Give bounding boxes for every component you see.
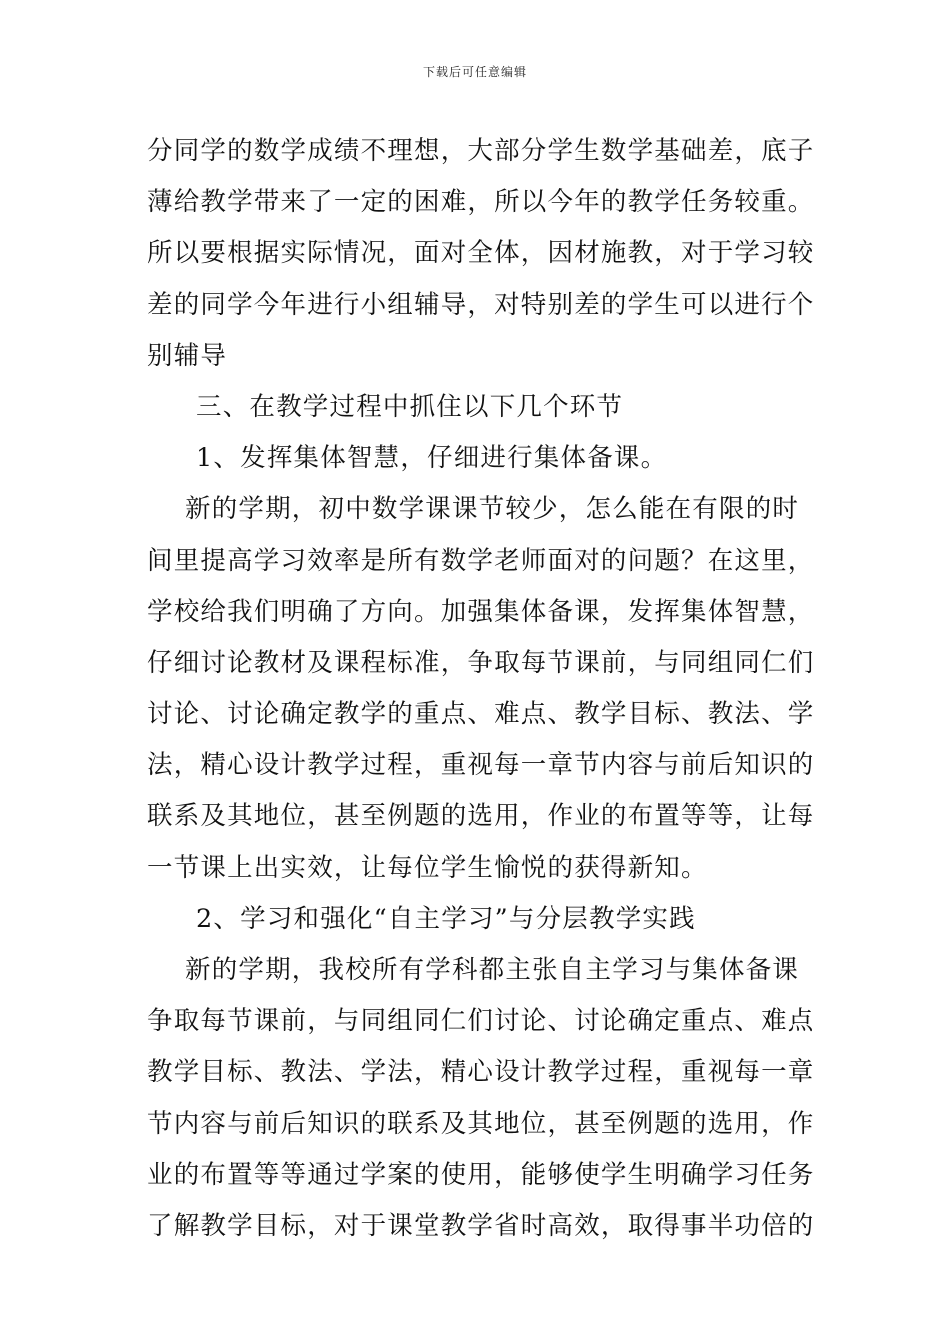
text-line: 一节课上出实效，让每位学生愉悦的获得新知。 [147, 852, 708, 883]
text-line: 薄给教学带来了一定的困难，所以今年的教学任务较重。 [147, 187, 815, 218]
paragraph-first-line: 新的学期，初中数学课课节较少，怎么能在有限的时 [185, 494, 800, 525]
text-line: 所以要根据实际情况，面对全体，因材施教，对于学习较 [147, 238, 815, 269]
text-line: 争取每节课前，与同组同仁们讨论、讨论确定重点、难点 [147, 1006, 815, 1037]
section-heading: 三、在教学过程中抓住以下几个环节 [196, 391, 624, 422]
text-line: 法，精心设计教学过程，重视每一章节内容与前后知识的 [147, 750, 815, 781]
subsection-heading: 2、学习和强化“自主学习”与分层教学实践 [196, 903, 696, 934]
text-line: 联系及其地位，甚至例题的选用，作业的布置等等，让每 [147, 801, 815, 832]
text-line: 节内容与前后知识的联系及其地位，甚至例题的选用，作 [147, 1108, 815, 1139]
text-line: 教学目标、教法、学法，精心设计教学过程，重视每一章 [147, 1057, 815, 1088]
text-line: 别辅导 [147, 340, 228, 371]
text-line: 讨论、讨论确定教学的重点、难点、教学目标、教法、学 [147, 699, 815, 730]
text-line: 学校给我们明确了方向。加强集体备课，发挥集体智慧， [147, 596, 815, 627]
text-line: 了解教学目标，对于课堂教学省时高效，取得事半功倍的 [147, 1210, 815, 1241]
page-header: 下载后可任意编辑 [422, 65, 527, 79]
paragraph-first-line: 新的学期，我校所有学科都主张自主学习与集体备课 [185, 955, 800, 985]
text-line: 分同学的数学成绩不理想，大部分学生数学基础差，底子 [147, 136, 815, 166]
text-line: 仔细讨论教材及课程标准，争取每节课前，与同组同仁们 [147, 647, 815, 678]
body-text [147, 126, 815, 1252]
text-line: 差的同学今年进行小组辅导，对特别差的学生可以进行个 [147, 289, 815, 320]
text-line: 业的布置等等通过学案的使用，能够使学生明确学习任务 [147, 1159, 815, 1190]
text-line: 间里提高学习效率是所有数学老师面对的问题？在这里， [147, 545, 815, 576]
subsection-heading: 1、发挥集体智慧，仔细进行集体备课。 [196, 443, 668, 474]
